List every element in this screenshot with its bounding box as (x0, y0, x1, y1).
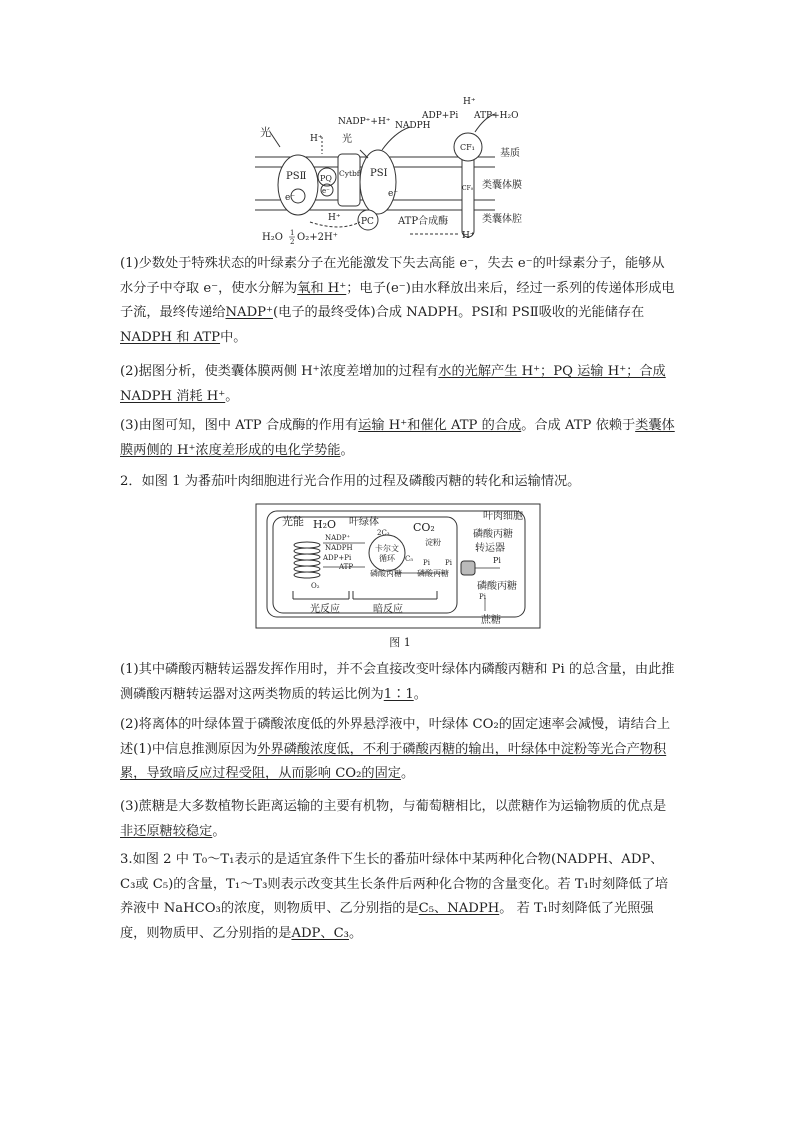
answer-blank: ADP、C₃ (291, 925, 349, 941)
fig1-h-lumen1: H⁺ (328, 213, 341, 223)
fig2-starch: 淀粉 (425, 538, 441, 547)
fig1-pc: PC (361, 217, 374, 227)
fig1-ps2: PSⅡ (286, 171, 307, 182)
q1-part1: (1)少数处于特殊状态的叶绿素分子在光能激发下失去高能 e⁻，失去 e⁻的叶绿素分子，能够从水分子中夺取 e⁻，使水分解为氧和 H⁺；电子(e⁻)由水释放出来后，经过一系列的传递体形成电子流，最终传递给NADP⁺(电子的最终受体)合成 NADPH。PSⅠ和 PSⅡ吸收的光能储存在NADPH 和 ATP中。 (120, 256, 675, 345)
fig1-cytbf: Cytbf (339, 169, 360, 178)
fig1-membrane: 类囊体膜 (482, 180, 522, 191)
fig2-atp: ATP (339, 563, 354, 571)
fig1-h-cf: H⁺ (463, 97, 476, 107)
answer-blank: 外界磷酸浓度低，不利于磷酸丙糖的输出，叶绿体中淀粉等光合产物积累，导致暗反应过程受阻，从而影响 CO₂的固定 (120, 741, 667, 781)
figure-caption: 图 1 (389, 636, 411, 649)
fig2-light: 光能 (282, 515, 304, 528)
fig2-tp3: 磷酸丙糖 (477, 581, 517, 592)
answer-blank: 运输 H⁺和催化 ATP 的合成 (358, 418, 522, 433)
fig1-pq: PQ (320, 174, 332, 183)
fig1-ps1: PSⅠ (370, 168, 388, 179)
q2-stem: 2．如图 1 为番茄叶肉细胞进行光合作用的过程及磷酸丙糖的转化和运输情况。 (120, 474, 581, 489)
fig2-dark-reaction: 暗反应 (373, 604, 403, 615)
fig2-sucrose: 蔗糖 (481, 615, 501, 626)
fig1-stroma: 基质 (500, 148, 520, 159)
fig1-cf0: CF₀ (462, 185, 474, 192)
fig2-c3: 2C₃ (377, 529, 390, 537)
fig2-pi1: Pi (423, 559, 430, 567)
fig1-nadp: NADP⁺+H⁺ (338, 117, 391, 127)
fig2-nadph: NADPH (325, 544, 353, 552)
fig2-adp: ADP+Pi (323, 554, 352, 562)
fig2-cell: 叶肉细胞 (483, 511, 523, 522)
fig2-calvin2: 循环 (379, 554, 395, 563)
fig1-e3: e⁻ (388, 189, 399, 199)
fig1-h-top: H⁺ (310, 134, 323, 144)
fig1-e1: e⁻ (285, 193, 296, 203)
answer-blank: 水的光解产生 H⁺；PQ 运输 H⁺；合成 NADPH 消耗 H⁺ (120, 364, 666, 404)
fig2-pi4: Pi (479, 593, 486, 601)
fig1-nadph: NADPH (395, 121, 431, 131)
fig1-h-lumen2: H⁺ (462, 231, 475, 241)
q2-part1: (1)其中磷酸丙糖转运器发挥作用时，并不会直接改变叶绿体内磷酸丙糖和 Pi 的总含量，由此推测磷酸丙糖转运器对这两类物质的转运比例为1∶1。 (120, 662, 675, 702)
q1-part2: (2)据图分析，使类囊体膜两侧 H⁺浓度差增加的过程有水的光解产生 H⁺；PQ 运输 H⁺；合成 NADPH 消耗 H⁺。 (120, 364, 666, 404)
fig1-e2: e⁻ (322, 187, 330, 195)
answer-blank: 类囊体膜两侧的 H⁺浓度差形成的电化学势能 (120, 418, 675, 458)
fig2-pi3: Pi (493, 556, 501, 565)
fig2-chloroplast: 叶绿体 (349, 517, 379, 528)
fig1-cf1: CF₁ (460, 143, 475, 152)
fig1-water: H₂O (262, 232, 283, 243)
fig2-tp2: 磷酸丙糖 (417, 569, 449, 578)
fig1-atp-h2o: ATP+H₂O (474, 111, 519, 121)
fig2-calvin1: 卡尔文 (375, 544, 399, 553)
fig1-o2: O₂+2H⁺ (297, 232, 338, 243)
thylakoid-diagram (250, 92, 550, 248)
answer-blank: C₅、NADPH (418, 901, 500, 916)
fig1-adp: ADP+Pi (422, 111, 459, 121)
q2-part2: (2)将离体的叶绿体置于磷酸浓度低的外界悬浮液中，叶绿体 CO₂的固定速率会减慢，请结合上述(1)中信息推测原因为外界磷酸浓度低，不利于磷酸丙糖的输出，叶绿体中淀粉等光合产物积累，导致暗反应过程受阻，从而影响 CO₂的固定。 (120, 717, 671, 781)
fig2-transporter1: 磷酸丙糖 (473, 529, 513, 540)
q1-part3: (3)由图可知，图中 ATP 合成酶的作用有运输 H⁺和催化 ATP 的合成。合成 ATP 依赖于类囊体膜两侧的 H⁺浓度差形成的电化学势能。 (120, 418, 675, 458)
answer-blank: NADP⁺ (225, 305, 273, 320)
answer-blank: 氧和 H⁺ (297, 280, 347, 296)
chloroplast-diagram (255, 503, 541, 629)
question-3: 3.如图 2 中 T₀～T₁表示的是适宜条件下生长的番茄叶绿体中某两种化合物(NADPH、ADP、C₃或 C₅)的含量，T₁～T₃则表示改变其生长条件后两种化合物的含量变化。若 T₁时刻降低了培养液中 NaHCO₃的浓度，则物质甲、乙分别指的是C₅、NADPH。 若 T₁时刻降低了光照强度，则物质甲、乙分别指的是ADP、C₃。 (120, 852, 669, 941)
answer-blank: NADPH 和 ATP (120, 329, 221, 345)
fig2-o2: O₂ (311, 582, 320, 590)
fig1-lumen: 类囊体腔 (482, 214, 522, 225)
fig2-pi2: Pi (445, 559, 452, 567)
fig1-half-den: 2 (290, 238, 295, 246)
q2-part3: (3)蔗糖是大多数植物长距离运输的主要有机物，与葡萄糖相比，以蔗糖作为运输物质的优点是非还原糖较稳定。 (120, 799, 667, 839)
fig2-transporter2: 转运器 (475, 543, 505, 554)
fig2-h2o: H₂O (313, 518, 337, 531)
fig1-atp-synthase: ATP合成酶 (398, 216, 449, 227)
fig2-light-reaction: 光反应 (310, 604, 340, 615)
fig1-light: 光 (260, 126, 271, 139)
answer-blank: 非还原糖较稳定 (120, 823, 213, 839)
fig2-nadp: NADP⁺ (325, 534, 351, 542)
fig2-tp1: 磷酸丙糖 (370, 569, 402, 578)
fig1-light2: 光 (342, 134, 352, 145)
fig2-c5: C₅ (405, 555, 414, 563)
fig2-co2: CO₂ (413, 521, 435, 534)
answer-blank: 1∶1 (383, 686, 414, 702)
fig1-half-num: 1 (290, 229, 295, 237)
